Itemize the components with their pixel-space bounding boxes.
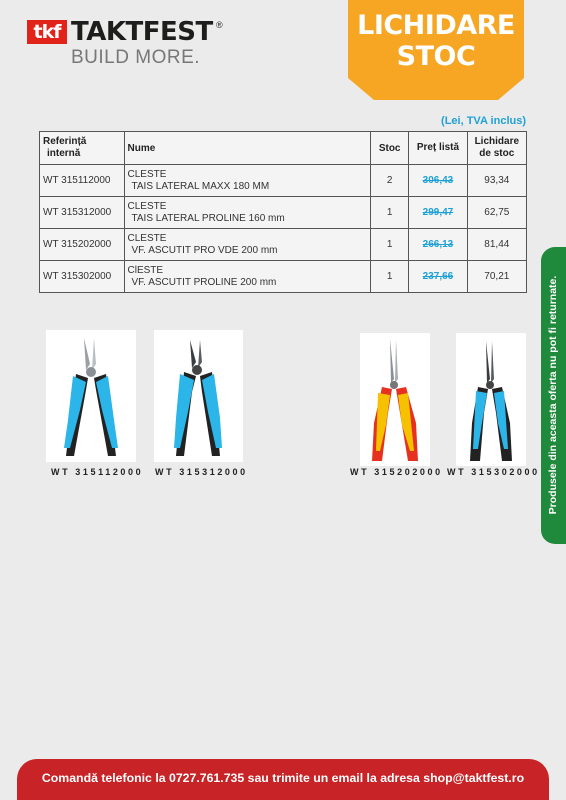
- order-contact-footer: Comandă telefonic la 0727.761.735 sau trimite un email la adresa shop@taktfest.ro: [17, 759, 549, 800]
- cell-stoc: 1: [371, 229, 409, 261]
- cell-stoc: 1: [371, 197, 409, 229]
- cell-list-price: 299,47: [409, 197, 467, 229]
- cell-name: CLESTE TAIS LATERAL PROLINE 160 mm: [124, 197, 371, 229]
- cell-name: ClESTE VF. ASCUTIT PROLINE 200 mm: [124, 261, 371, 293]
- logo-badge: tkf: [27, 20, 67, 44]
- diagonal-cutter-icon: [46, 330, 136, 462]
- cell-name: CLESTE TAIS LATERAL MAXX 180 MM: [124, 165, 371, 197]
- cell-list-price: 306,43: [409, 165, 467, 197]
- cell-ref: WT 315312000: [40, 197, 125, 229]
- currency-note: (Lei, TVA inclus): [441, 115, 526, 127]
- no-return-side-tab: [541, 247, 566, 544]
- brand-logo: [27, 17, 227, 69]
- product-code: WT 315112000: [51, 467, 144, 477]
- logo-tagline: BUILD MORE.: [71, 47, 201, 68]
- long-nose-pliers-icon: [456, 333, 526, 466]
- product-code: WT 315302000: [447, 467, 540, 477]
- table-header-row: [40, 132, 527, 165]
- product-image-315112000: [46, 330, 136, 462]
- cell-clearance-price: 70,21: [467, 261, 526, 293]
- cell-ref: WT 315302000: [40, 261, 125, 293]
- product-table: [39, 131, 527, 293]
- product-image-315302000: [456, 333, 526, 466]
- product-image-315202000: [360, 333, 430, 466]
- product-code: WT 315312000: [155, 467, 248, 477]
- table-row: [40, 229, 527, 261]
- product-code: WT 315202000: [350, 467, 443, 477]
- long-nose-pliers-vde-icon: [360, 333, 430, 466]
- clearance-banner: [348, 0, 524, 100]
- table-row: [40, 165, 527, 197]
- table-row: [40, 197, 527, 229]
- header-name: Nume: [124, 132, 371, 165]
- cell-stoc: 1: [371, 261, 409, 293]
- diagonal-cutter-icon: [154, 330, 243, 462]
- header-list-price: Preț listă: [409, 132, 467, 165]
- cell-ref: WT 315202000: [40, 229, 125, 261]
- header-clearance-price: Lichidare de stoc: [467, 132, 526, 165]
- cell-ref: WT 315112000: [40, 165, 125, 197]
- table-row: [40, 261, 527, 293]
- cell-clearance-price: 62,75: [467, 197, 526, 229]
- header-stoc: Stoc: [371, 132, 409, 165]
- header-ref: Referință internă: [40, 132, 125, 165]
- cell-list-price: 237,66: [409, 261, 467, 293]
- logo-brand-name: TAKTFEST: [71, 17, 213, 47]
- cell-stoc: 2: [371, 165, 409, 197]
- cell-clearance-price: 81,44: [467, 229, 526, 261]
- banner-title: [348, 10, 524, 72]
- product-image-315312000: [154, 330, 243, 462]
- registered-mark: ®: [216, 20, 223, 30]
- no-return-note: Produsele din aceasta oferta nu pot fi returnate.: [547, 275, 559, 515]
- cell-clearance-price: 93,34: [467, 165, 526, 197]
- cell-name: CLESTE VF. ASCUTIT PRO VDE 200 mm: [124, 229, 371, 261]
- cell-list-price: 266,13: [409, 229, 467, 261]
- banner-line-2: STOC: [396, 41, 476, 72]
- banner-line-1: LICHIDARE: [357, 10, 515, 41]
